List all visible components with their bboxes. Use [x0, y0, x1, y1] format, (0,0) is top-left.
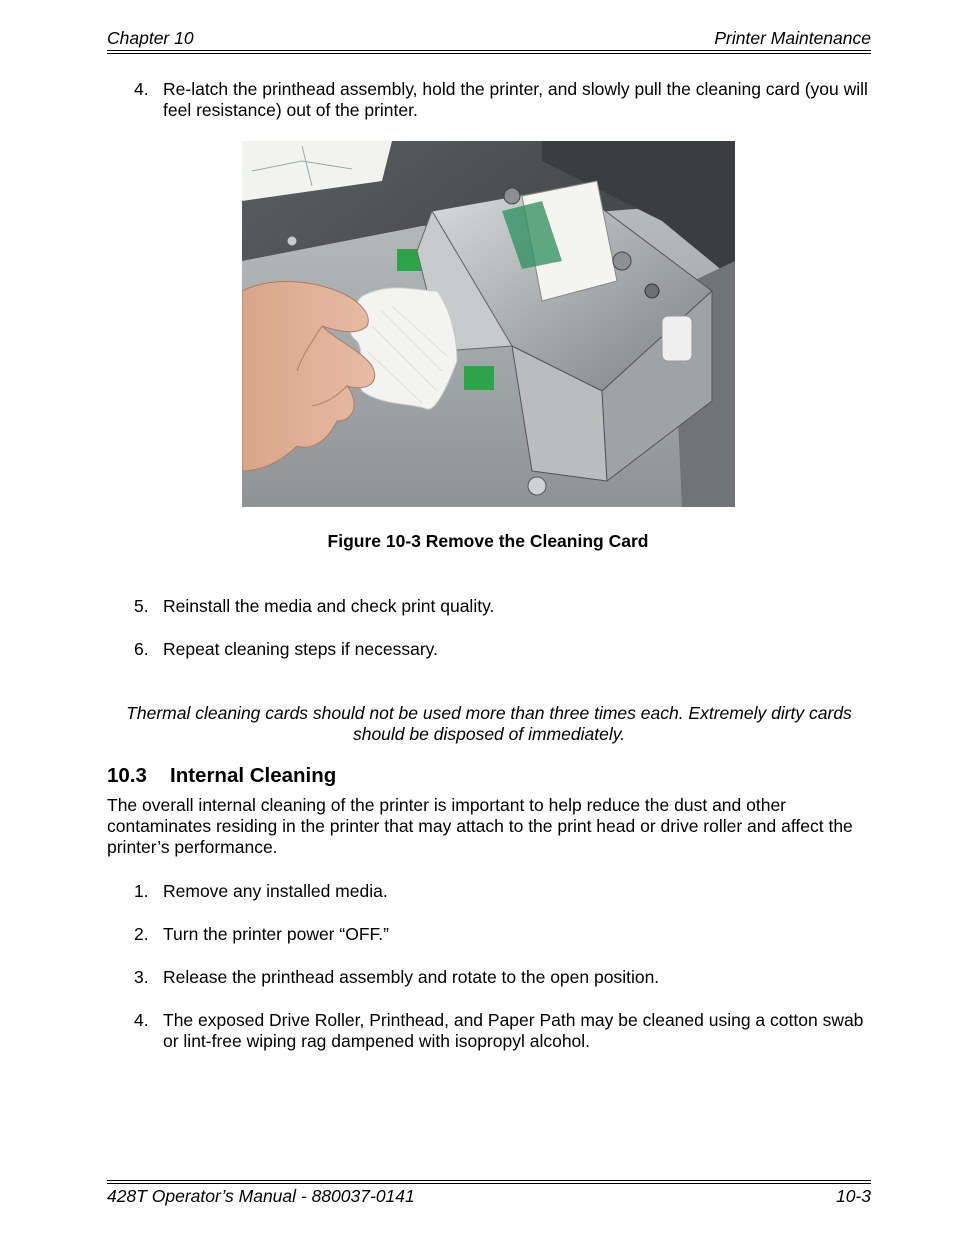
- footer-rule: [107, 1180, 871, 1184]
- note-text: Thermal cleaning cards should not be used more than three times each. Extremely dirty cards should be disposed of immediately.: [126, 703, 852, 744]
- step-number: 5.: [134, 596, 149, 616]
- step-text: Repeat cleaning steps if necessary.: [163, 639, 438, 659]
- step-text: The exposed Drive Roller, Printhead, and Paper Path may be cleaned using a cotton swab or lint-free wiping rag dampened with isopropyl alcohol.: [163, 1010, 864, 1051]
- step-number: 4.: [134, 1010, 149, 1030]
- footer-page-number: 10-3: [835, 1186, 871, 1206]
- list-item: [134, 967, 874, 988]
- list-item: [134, 1010, 874, 1052]
- step-number: 6.: [134, 639, 149, 659]
- step-text: Re-latch the printhead assembly, hold the printer, and slowly pull the cleaning card (you will feel resistance) out of the printer.: [163, 79, 868, 120]
- section-intro-paragraph: The overall internal cleaning of the printer is important to help reduce the dust and other contaminates residing in the printer that may attach to the print head or drive roller and affect the printer’s performance.: [107, 795, 853, 857]
- running-header-title: Printer Maintenance: [714, 28, 871, 48]
- step-text: Reinstall the media and check print quality.: [163, 596, 495, 616]
- section-number: 10.3: [107, 764, 147, 787]
- step-text: Remove any installed media.: [163, 881, 388, 901]
- step-number: 4.: [134, 79, 149, 99]
- list-item: [134, 881, 874, 902]
- step-number: 2.: [134, 924, 149, 944]
- section-title: Internal Cleaning: [170, 764, 337, 787]
- list-item: [134, 639, 874, 660]
- list-item: [134, 596, 874, 617]
- step-number: 1.: [134, 881, 149, 901]
- header-rule: [107, 50, 871, 54]
- printer-illustration: [242, 141, 735, 507]
- step-number: 3.: [134, 967, 149, 987]
- list-item: [134, 924, 874, 945]
- step-text: Turn the printer power “OFF.”: [163, 924, 389, 944]
- list-item: [134, 79, 874, 121]
- running-header-chapter: Chapter 10: [107, 28, 194, 48]
- figure-caption: Figure 10-3 Remove the Cleaning Card: [327, 531, 649, 551]
- footer-manual-title: 428T Operator’s Manual - 880037-0141: [107, 1186, 415, 1206]
- figure-photo-cleaning-card: [242, 141, 735, 507]
- section-heading: [107, 765, 336, 786]
- step-text: Release the printhead assembly and rotate to the open position.: [163, 967, 660, 987]
